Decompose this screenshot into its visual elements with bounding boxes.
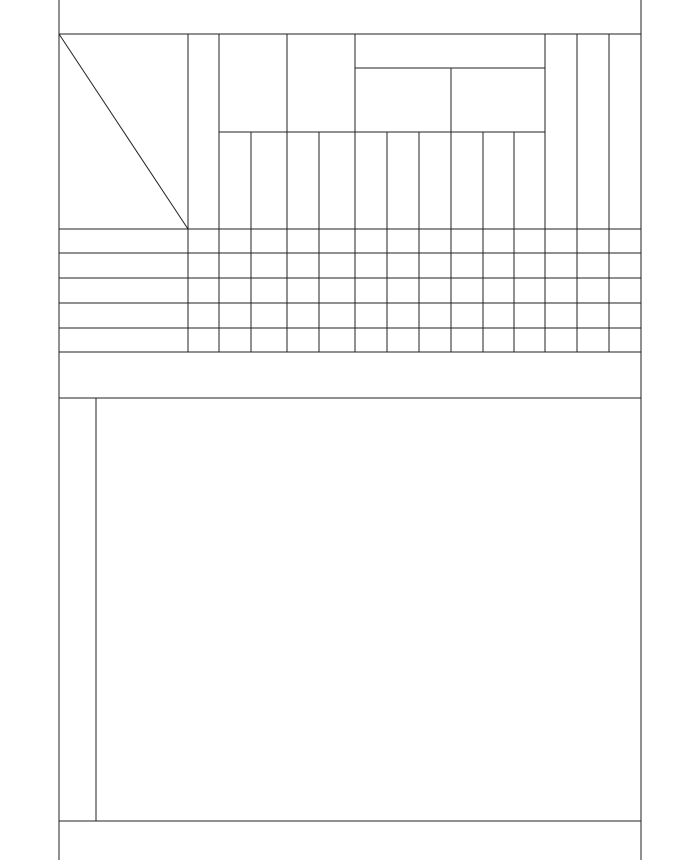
table-grid [59, 0, 641, 860]
